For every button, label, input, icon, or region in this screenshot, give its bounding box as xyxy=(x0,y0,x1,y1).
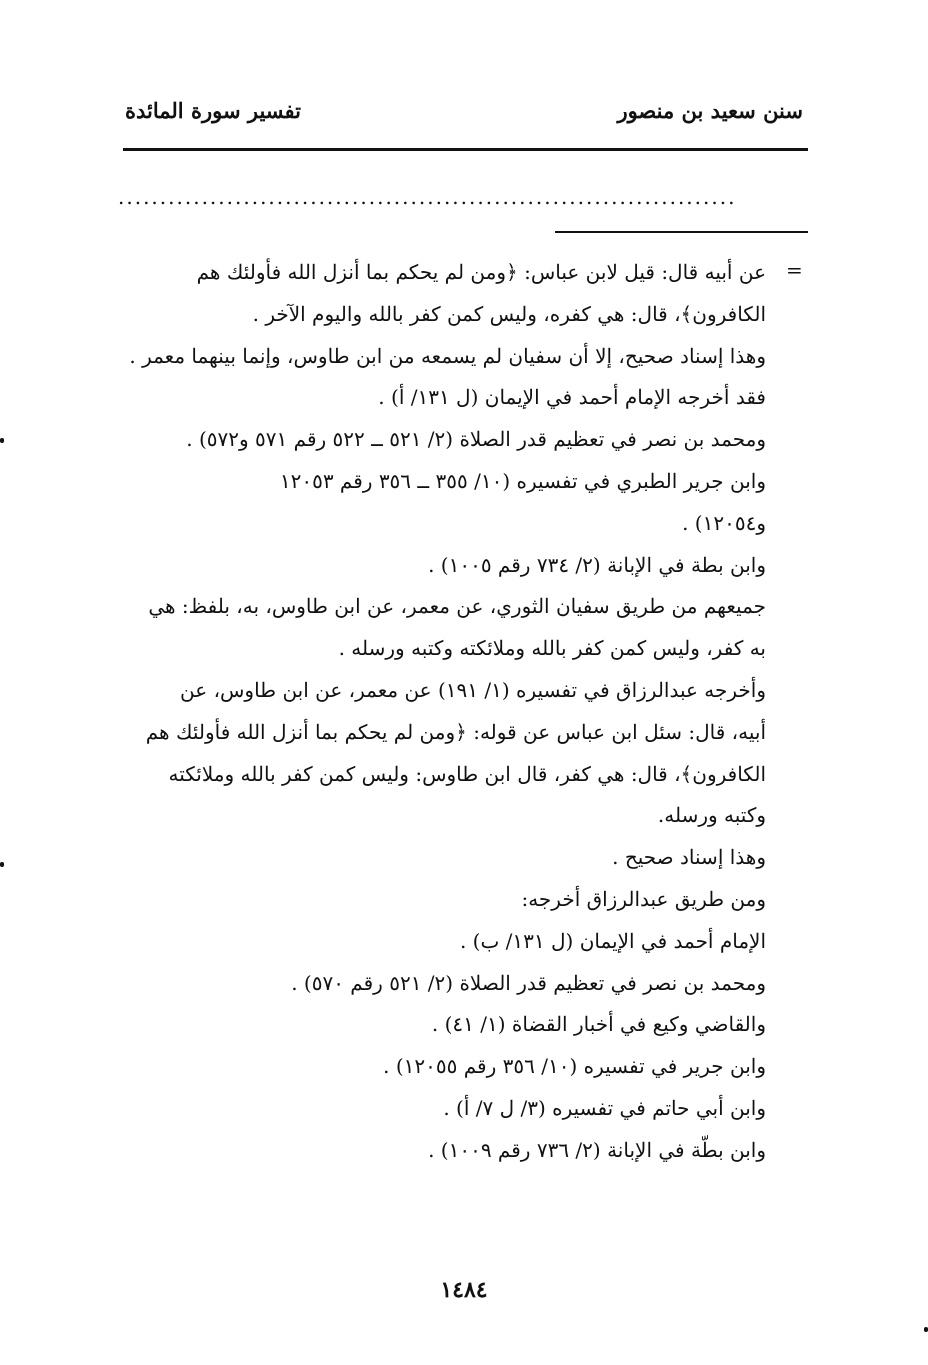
text-line: عن أبيه قال: قيل لابن عباس: ﴿ومن لم يحكم بما أنزل الله فأولئك هم xyxy=(196,260,766,284)
text-line: فقد أخرجه الإمام أحمد في الإيمان (ل ١٣١/ أ) . xyxy=(378,385,766,410)
text-line: وهذا إسناد صحيح، إلا أن سفيان لم يسمعه من ابن طاوس، وإنما بينهما معمر . xyxy=(129,343,766,368)
text-line: وابن أبي حاتم في تفسيره (٣/ ل ٧/ أ) . xyxy=(443,1095,766,1120)
text-line: وهذا إسناد صحيح . xyxy=(612,845,766,870)
continuation-mark: = xyxy=(786,258,803,282)
text-line: ومحمد بن نصر في تعظيم قدر الصلاة (٢/ ٥٢١ ــ ٥٢٢ رقم ٥٧١ و٥٧٢) . xyxy=(186,427,766,452)
text-line: وابن جرير الطبري في تفسيره (١٠/ ٣٥٥ ــ ٣٥٦ رقم ١٢٠٥٣ xyxy=(279,468,766,493)
text-line: جميعهم من طريق سفيان الثوري، عن معمر، عن ابن طاوس، به، بلفظ: هي xyxy=(148,594,766,619)
text-line: و١٢٠٥٤) . xyxy=(682,510,766,535)
text-line: وابن بطة في الإبانة (٢/ ٧٣٤ رقم ١٠٠٥) . xyxy=(428,552,766,577)
text-line: الكافرون﴾، قال: هي كفره، وليس كمن كفر بالله واليوم الآخر . xyxy=(252,301,766,326)
page-number: ١٤٨٤ xyxy=(440,1277,488,1303)
omission-dots: .......................................................................... xyxy=(118,185,737,209)
text-line: الكافرون﴾، قال: هي كفر، قال ابن طاوس: وليس كمن كفر بالله وملائكته xyxy=(168,761,766,786)
header-rule xyxy=(123,148,808,151)
scan-speck xyxy=(0,438,4,443)
footnote-rule xyxy=(555,231,808,233)
text-line: وابن بطّة في الإبانة (٢/ ٧٣٦ رقم ١٠٠٩) . xyxy=(428,1137,766,1162)
text-line: وكتبه ورسله. xyxy=(657,803,766,828)
text-line: الإمام أحمد في الإيمان (ل ١٣١/ ب) . xyxy=(459,928,766,953)
book-title: سنن سعيد بن منصور xyxy=(617,98,803,123)
scan-speck xyxy=(924,1327,928,1332)
text-line: به كفر، وليس كمن كفر بالله وملائكته وكتبه ورسله . xyxy=(338,636,766,661)
text-line: ومن طريق عبدالرزاق أخرجه: xyxy=(521,886,766,911)
text-line: أبيه، قال: سئل ابن عباس عن قوله: ﴿ومن لم يحكم بما أنزل الله فأولئك هم xyxy=(145,719,766,744)
text-line: ومحمد بن نصر في تعظيم قدر الصلاة (٢/ ٥٢١ رقم ٥٧٠) . xyxy=(291,970,766,995)
scan-speck xyxy=(0,862,4,867)
footnote-body xyxy=(118,252,766,1172)
text-line: والقاضي وكيع في أخبار القضاة (١/ ٤١) . xyxy=(431,1012,766,1037)
text-line: وأخرجه عبدالرزاق في تفسيره (١/ ١٩١) عن معمر، عن ابن طاوس، عن xyxy=(180,677,766,702)
text-line: وابن جرير في تفسيره (١٠/ ٣٥٦ رقم ١٢٠٥٥) . xyxy=(383,1054,766,1079)
section-title: تفسير سورة المائدة xyxy=(125,98,301,123)
